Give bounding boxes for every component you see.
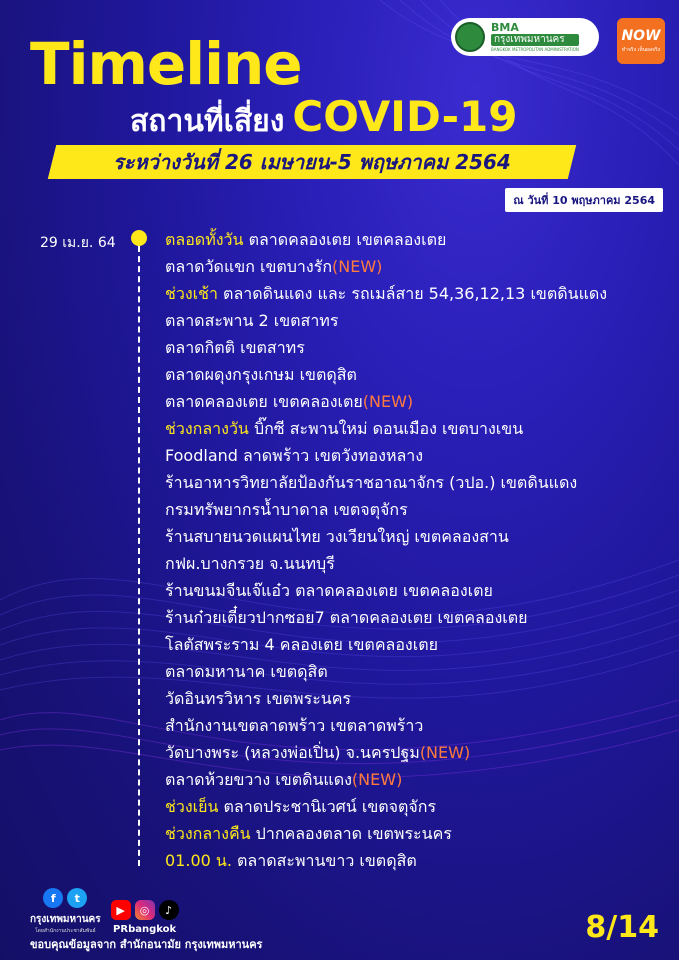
entry-time-label: ตลอดทั้งวัน bbox=[165, 230, 244, 249]
entry-time-label: ช่วงเช้า bbox=[165, 284, 218, 303]
timeline-entry bbox=[165, 446, 607, 473]
timeline-entry bbox=[165, 581, 607, 608]
entry-time-label: ช่วงกลางวัน bbox=[165, 419, 249, 438]
entry-text: ตลาดดินแดง และ รถเมล์สาย 54,36,12,13 เขตดินแดง bbox=[217, 284, 608, 303]
instagram-icon[interactable]: ◎ bbox=[135, 900, 155, 920]
entry-text: ตลาดกิตติ เขตสาทร bbox=[165, 338, 305, 357]
entry-text: สำนักงานเขตลาดพร้าว เขตลาดพร้าว bbox=[165, 716, 424, 735]
timeline-entry bbox=[165, 230, 607, 257]
timeline-entry bbox=[165, 608, 607, 635]
timeline-dot-icon bbox=[131, 230, 147, 246]
entry-new-badge: (NEW) bbox=[362, 392, 414, 411]
timeline-entry bbox=[165, 257, 607, 284]
now-logo bbox=[617, 18, 665, 64]
entry-text: ปากคลองตลาด เขตพระนคร bbox=[250, 824, 452, 843]
entry-text: ตลาดประชานิเวศน์ เขตจตุจักร bbox=[218, 797, 437, 816]
timeline-entry bbox=[165, 527, 607, 554]
timeline-line bbox=[138, 246, 140, 866]
social-left-label: กรุงเทพมหานคร bbox=[30, 914, 101, 925]
entry-text: ตลาดคลองเตย เขตคลองเตย bbox=[243, 230, 447, 249]
entry-text: ตลาดมหานาค เขตดุสิต bbox=[165, 662, 328, 681]
now-label: NOW bbox=[621, 28, 661, 44]
as-of-badge: ณ วันที่ 10 พฤษภาคม 2564 bbox=[505, 188, 663, 212]
facebook-icon[interactable]: f bbox=[43, 888, 63, 908]
timeline-entry bbox=[165, 797, 607, 824]
date-range-banner bbox=[48, 145, 576, 179]
timeline-entries bbox=[165, 230, 607, 878]
social-links bbox=[30, 888, 179, 935]
timeline-entry bbox=[165, 365, 607, 392]
entry-new-badge: (NEW) bbox=[351, 770, 403, 789]
subtitle-covid: COVID-19 bbox=[292, 92, 518, 141]
entry-text: ตลาดสะพานขาว เขตดุสิต bbox=[231, 851, 417, 870]
timeline-date: 29 เม.ย. 64 bbox=[40, 235, 116, 251]
entry-text: ตลาดผดุงกรุงเกษม เขตดุสิต bbox=[165, 365, 357, 384]
timeline-entry bbox=[165, 554, 607, 581]
timeline-entry bbox=[165, 662, 607, 689]
entry-text: ตลาดห้วยขวาง เขตดินแดง bbox=[165, 770, 352, 789]
entry-text: กฟผ.บางกรวย จ.นนทบุรี bbox=[165, 554, 335, 573]
logos bbox=[451, 18, 665, 64]
timeline-entry bbox=[165, 851, 607, 878]
date-range: ระหว่างวันที่ 26 เมษายน-5 พฤษภาคม 2564 bbox=[113, 150, 511, 174]
social-group-pr bbox=[111, 900, 179, 935]
timeline-entry bbox=[165, 716, 607, 743]
social-left-sub: โดยสำนักงานประชาสัมพันธ์ bbox=[34, 928, 96, 934]
timeline-entry bbox=[165, 635, 607, 662]
now-sub: ทำจริง เห็นผลจริง bbox=[621, 47, 661, 53]
bma-name-en: BMA bbox=[491, 21, 519, 34]
timeline-entry bbox=[165, 284, 607, 311]
entry-new-badge: (NEW) bbox=[332, 257, 383, 276]
timeline-entry bbox=[165, 743, 607, 770]
bma-logo bbox=[451, 18, 599, 56]
youtube-icon[interactable]: ▶ bbox=[111, 900, 131, 920]
tiktok-icon[interactable]: ♪ bbox=[159, 900, 179, 920]
entry-time-label: ช่วงเย็น bbox=[165, 797, 219, 816]
entry-text: วัดอินทรวิหาร เขตพระนคร bbox=[165, 689, 352, 708]
entry-text: ร้านสบายนวดแผนไทย วงเวียนใหญ่ เขตคลองสาน bbox=[165, 527, 509, 546]
entry-new-badge: (NEW) bbox=[419, 743, 471, 762]
twitter-icon[interactable]: t bbox=[67, 888, 87, 908]
entry-text: Foodland ลาดพร้าว เขตวังทองหลาง bbox=[165, 446, 424, 465]
bma-sub: BANGKOK METROPOLITAN ADMINISTRATION bbox=[491, 47, 579, 52]
timeline-entry bbox=[165, 689, 607, 716]
entry-text: ตลาดสะพาน 2 เขตสาทร bbox=[165, 311, 339, 330]
entry-text: วัดบางพระ (หลวงพ่อเปิ่น) จ.นครปฐม bbox=[165, 743, 420, 762]
entry-text: ร้านขนมจีนเจ๊แอ๋ว ตลาดคลองเตย เขตคลองเตย bbox=[165, 581, 493, 600]
timeline-entry bbox=[165, 311, 607, 338]
social-group-bma bbox=[30, 888, 101, 935]
timeline-entry bbox=[165, 500, 607, 527]
credit-text: ขอบคุณข้อมูลจาก สำนักอนามัย กรุงเทพมหานคร bbox=[30, 938, 263, 951]
entry-text: บิ๊กซี สะพานใหม่ ดอนเมือง เขตบางเขน bbox=[248, 419, 524, 438]
social-right-label: PRbangkok bbox=[113, 924, 177, 935]
page-title: Timeline bbox=[30, 30, 302, 98]
timeline-entry bbox=[165, 473, 607, 500]
timeline-entry bbox=[165, 770, 607, 797]
timeline-entry bbox=[165, 392, 607, 419]
page-number: 8/14 bbox=[585, 910, 659, 945]
entry-text: กรมทรัพยากรน้ำบาดาล เขตจตุจักร bbox=[165, 500, 408, 519]
entry-text: โลตัสพระราม 4 คลองเตย เขตคลองเตย bbox=[165, 635, 438, 654]
entry-text: ร้านอาหารวิทยาลัยป้องกันราชอาณาจักร (วปอ.) เขตดินแดง bbox=[165, 473, 578, 492]
entry-text: ตลาดวัดแขก เขตบางรัก bbox=[165, 257, 332, 276]
timeline-entry bbox=[165, 824, 607, 851]
entry-text: ร้านก๋วยเตี๋ยวปากซอย7 ตลาดคลองเตย เขตคลองเตย bbox=[165, 608, 528, 627]
entry-text: ตลาดคลองเตย เขตคลองเตย bbox=[165, 392, 363, 411]
timeline-entry bbox=[165, 338, 607, 365]
entry-time-label: 01.00 น. bbox=[165, 851, 232, 870]
entry-time-label: ช่วงกลางคืน bbox=[165, 824, 251, 843]
timeline-entry bbox=[165, 419, 607, 446]
subtitle-th: สถานที่เสี่ยง bbox=[130, 104, 285, 139]
subtitle bbox=[130, 92, 517, 145]
bma-seal-icon bbox=[455, 22, 485, 52]
bma-name-th: กรุงเทพมหานคร bbox=[491, 34, 579, 46]
